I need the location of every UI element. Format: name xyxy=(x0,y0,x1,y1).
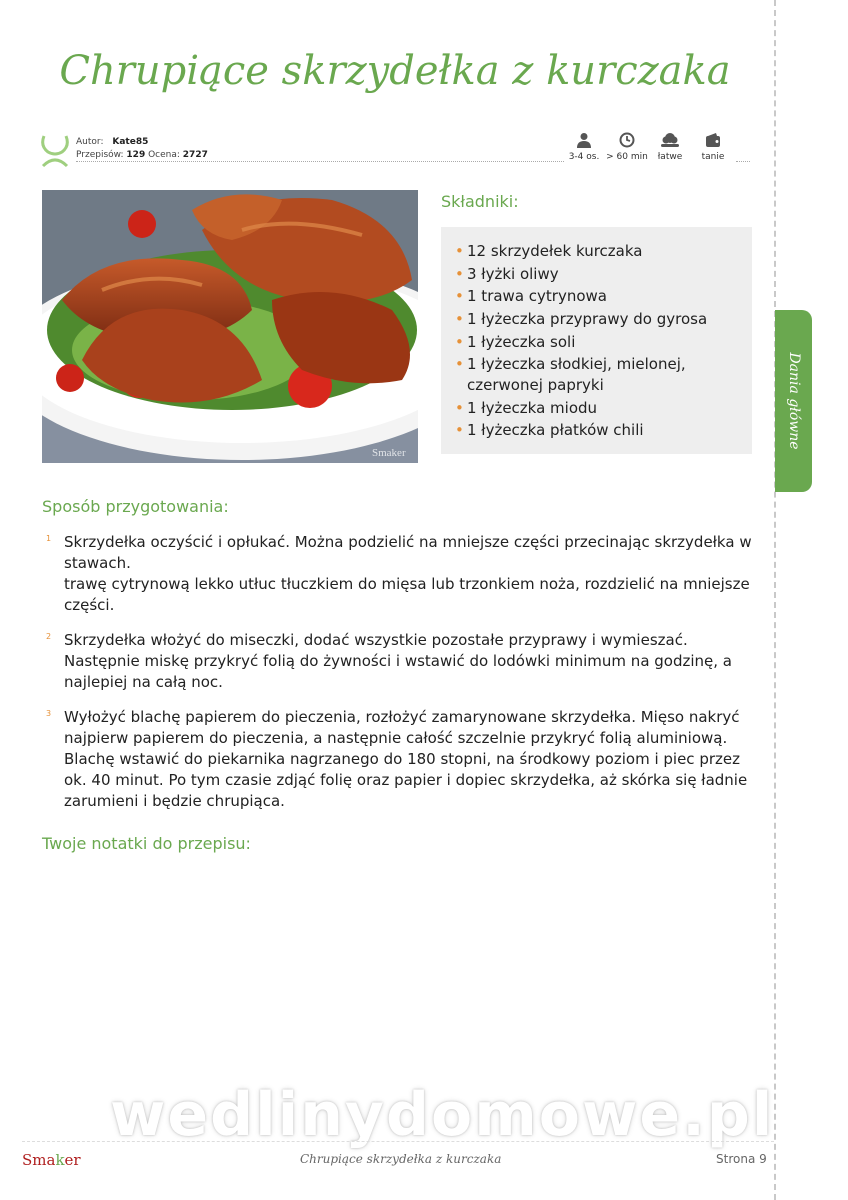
step-text: Skrzydełka włożyć do miseczki, dodać wszystkie pozostałe przyprawy i wymieszać. Następnie miskę przykryć folią do żywności i wstawić do lodówki minimum na godzinę, a najlepiej na całą noc. xyxy=(64,631,732,691)
ingredients-list xyxy=(441,227,752,441)
photo-watermark: Smaker xyxy=(372,447,406,459)
category-tab-label: Dania główne xyxy=(786,352,802,450)
recipes-label: Przepisów: xyxy=(76,150,124,160)
recipe-title: Chrupiące skrzydełka z kurczaka xyxy=(59,48,731,94)
meta-divider-end xyxy=(736,161,750,162)
step-number: 3 xyxy=(46,709,52,718)
author-meta xyxy=(76,136,208,162)
step-text: Skrzydełka oczyścić i opłukać. Można podzielić na mniejsze części przecinając skrzydełka w stawach. trawę cytrynową lekko utłuc tłuczkiem do mięsa lub trzonkiem noża, rozdzielić na mniejsze części. xyxy=(64,533,752,614)
brand-logo: Smaker xyxy=(22,1151,81,1169)
step-number: 1 xyxy=(46,534,52,543)
ingredient-item: • 12 skrzydełek kurczaka xyxy=(455,242,643,260)
ingredient-item: • 3 łyżki oliwy xyxy=(455,264,559,283)
chef-hat-icon xyxy=(660,132,680,148)
step-text: Wyłożyć blachę papierem do pieczenia, rozłożyć zamarynowane skrzydełka. Mięso nakryć najpierw papierem do pieczenia, a następnie całość szczelnie przykryć folią aluminiową. Blachę wstawić do piekarnika nagrzanego do 180 stopni, na środkowy poziom i piec przez ok. 40 minut. Po tym czasie zdjąć folię oraz papier i dopiec skrzydełka, aż skórka się ładnie zarumieni i będzie chrupiąca. xyxy=(64,708,748,810)
rating-label: Ocena: xyxy=(148,150,180,160)
site-watermark: wedlinydomowe.pl xyxy=(110,1080,775,1150)
ingredients-box xyxy=(441,227,752,454)
meta-divider xyxy=(76,161,564,162)
rating-value: 2727 xyxy=(182,150,208,160)
author-label: Autor: xyxy=(76,137,104,147)
ingredient-item: • 1 trawa cytrynowa xyxy=(455,287,607,306)
page-number: Strona 9 xyxy=(716,1152,767,1166)
footer-title: Chrupiące skrzydełka z kurczaka xyxy=(300,1152,502,1166)
author-logo-icon xyxy=(40,134,70,168)
author-name[interactable]: Kate85 xyxy=(112,137,149,147)
step-number: 2 xyxy=(46,632,52,641)
footer-divider xyxy=(22,1141,774,1142)
recipes-count: 129 xyxy=(126,150,146,160)
ingredient-item: • 1 łyżeczka przyprawy do gyrosa xyxy=(455,310,708,329)
stat-time-label: > 60 min xyxy=(606,152,648,162)
stat-servings-label: 3-4 os. xyxy=(568,152,600,162)
ingredient-item: • 1 łyżeczka płatków chili xyxy=(455,421,644,440)
stat-cost xyxy=(688,132,738,162)
ingredient-item: • 1 łyżeczka miodu xyxy=(455,398,598,417)
clock-icon xyxy=(619,132,635,148)
ingredient-item: • 1 łyżeczka słodkiej, mielonej, czerwonej papryki xyxy=(455,355,686,394)
recipe-photo xyxy=(42,190,418,463)
ingredient-item: • 1 łyżeczka soli xyxy=(455,332,576,351)
cut-line xyxy=(774,0,776,1200)
wallet-icon xyxy=(705,132,721,148)
preparation-title: Sposób przygotowania: xyxy=(42,497,229,516)
stat-difficulty-label: łatwe xyxy=(657,152,683,162)
notes-title: Twoje notatki do przepisu: xyxy=(42,834,251,853)
stat-cost-label: tanie xyxy=(701,152,725,162)
person-icon xyxy=(576,132,592,148)
ingredients-title: Składniki: xyxy=(441,192,519,211)
